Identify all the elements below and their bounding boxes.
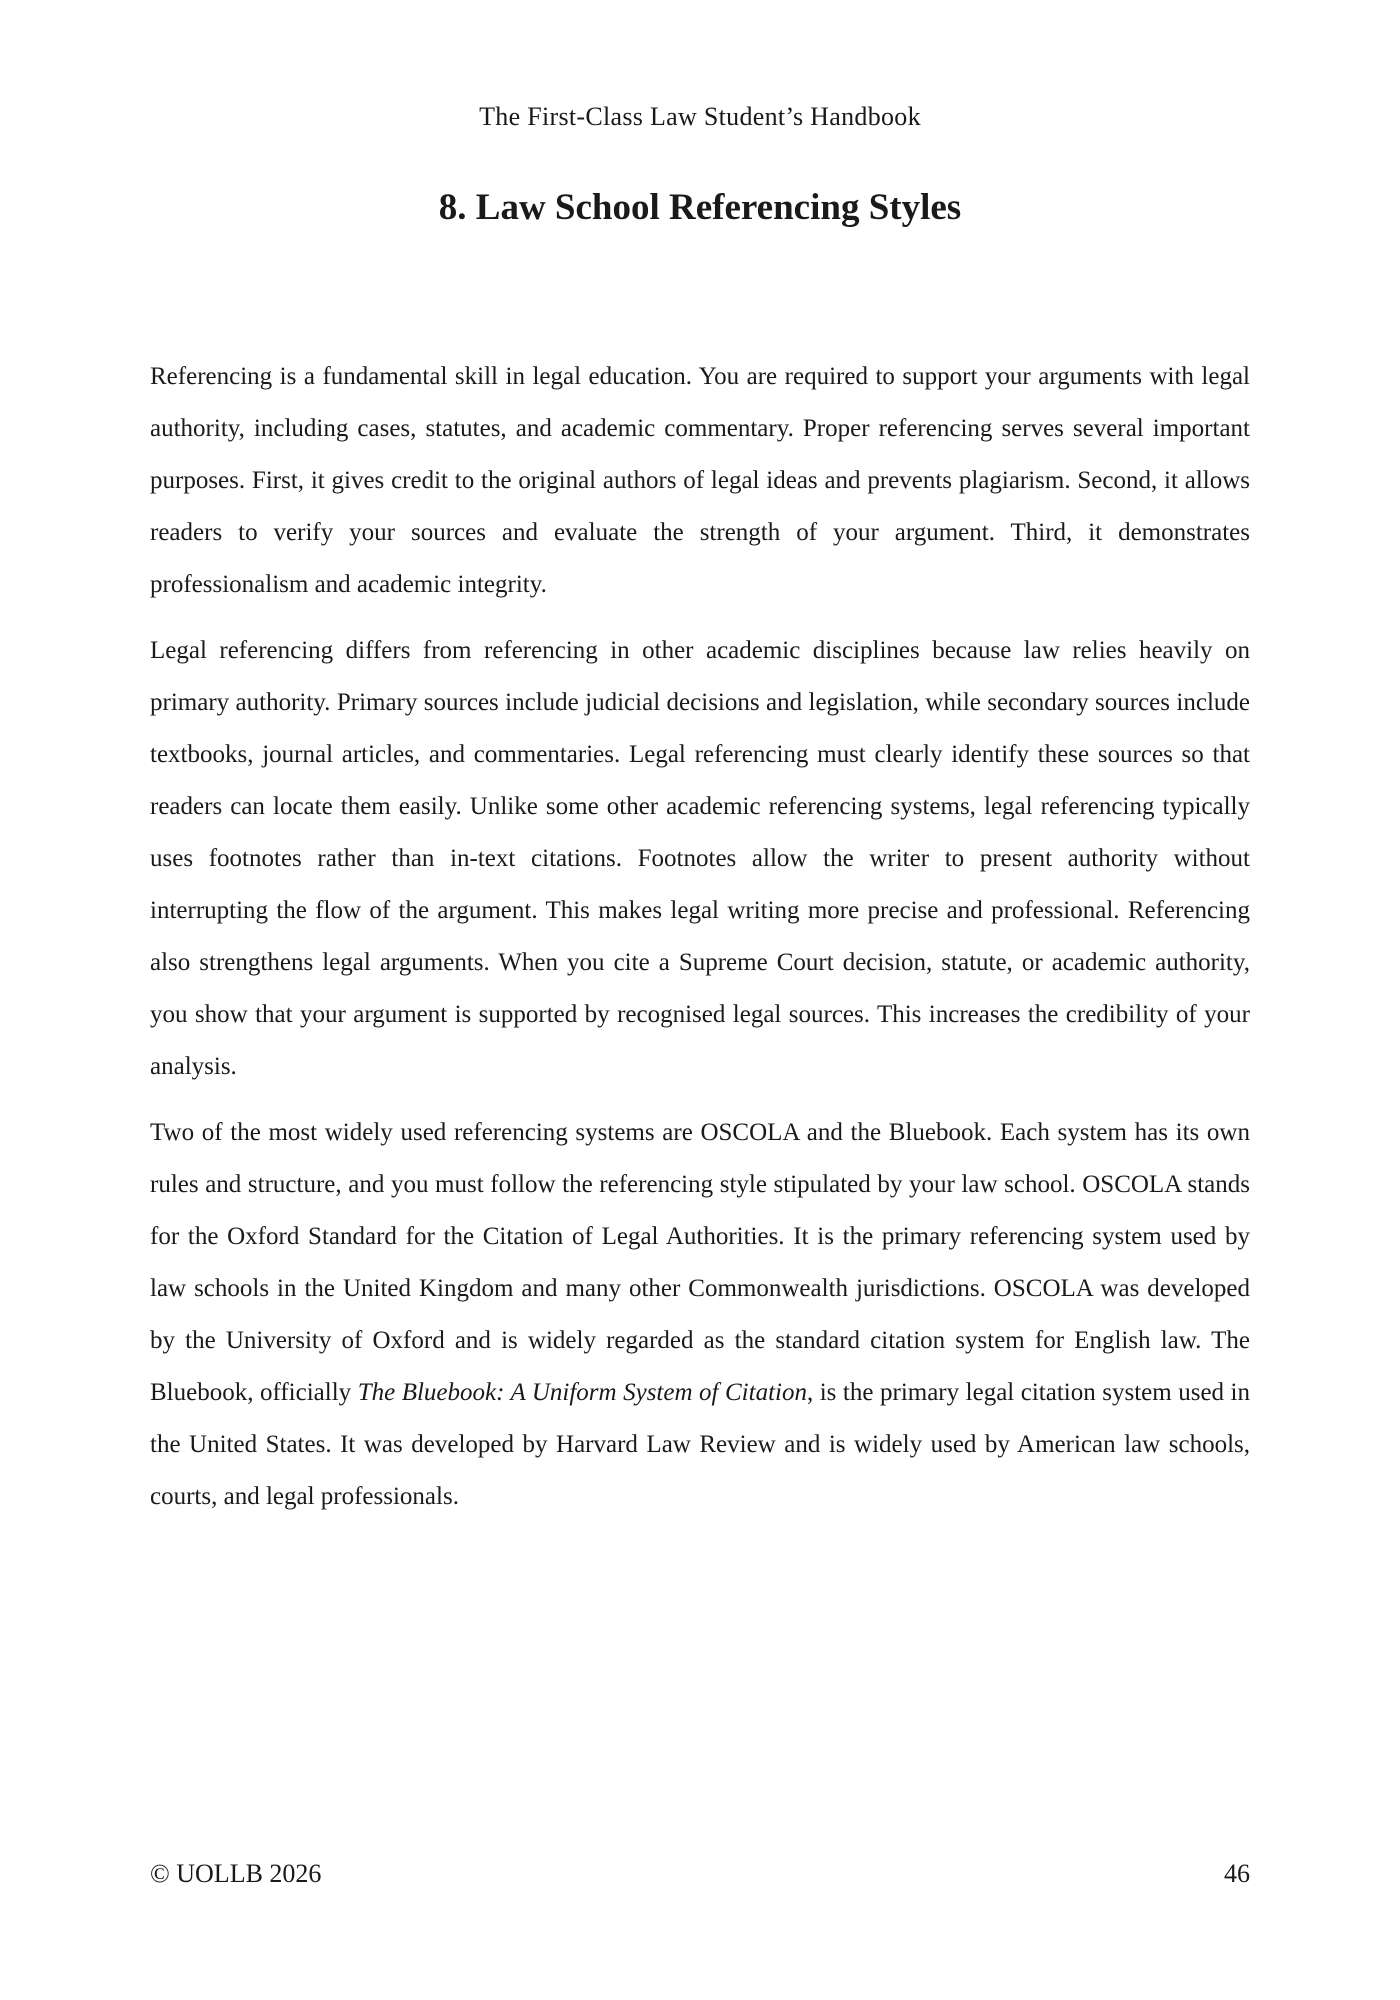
running-header: The First-Class Law Student’s Handbook — [479, 102, 921, 131]
page-footer — [150, 1858, 1250, 1889]
body-text — [150, 351, 1250, 1537]
chapter-title: 8. Law School Referencing Styles — [438, 187, 962, 228]
paragraph-3-text-after: , is the primary legal citation system used in the United States. It was developed by Harvard Law Review and is widely used by American law schools, courts, and legal professionals. — [150, 1379, 1250, 1510]
paragraph-3-text-before: Two of the most widely used referencing systems are OSCOLA and the Bluebook. Each system has its own rules and structure, and you must follow the referencing style stipulated by your law school. OSCOLA stands for the Oxford Standard for the Citation of Legal Authorities. It is the primary referencing system used by law schools in the United Kingdom and many other Commonwealth jurisdictions. OSCOLA was developed by the University of Oxford and is widely regarded as the standard citation system for English law. The Bluebook, officially — [150, 1119, 1250, 1406]
page-number: 46 — [1224, 1859, 1250, 1888]
paragraph-3 — [150, 1107, 1250, 1523]
paragraph-1: Referencing is a fundamental skill in legal education. You are required to support your arguments with legal authority, including cases, statutes, and academic commentary. Proper referencing serves several important purposes. First, it gives credit to the original authors of legal ideas and prevents plagiarism. Second, it allows readers to verify your sources and evaluate the strength of your argument. Third, it demonstrates professionalism and academic integrity. — [150, 363, 1250, 598]
book-title-italic: The Bluebook: A Uniform System of Citation — [357, 1379, 807, 1406]
copyright-notice: © UOLLB 2026 — [150, 1859, 322, 1888]
paragraph-2: Legal referencing differs from referencing in other academic disciplines because law relies heavily on primary authority. Primary sources include judicial decisions and legislation, while secondary sources include textbooks, journal articles, and commentaries. Legal referencing must clearly identify these sources so that readers can locate them easily. Unlike some other academic referencing systems, legal referencing typically uses footnotes rather than in-text citations. Footnotes allow the writer to present authority without interrupting the flow of the argument. This makes legal writing more precise and professional. Referencing also strengthens legal arguments. When you cite a Supreme Court decision, statute, or academic authority, you show that your argument is supported by recognised legal sources. This increases the credibility of your analysis. — [150, 637, 1250, 1080]
